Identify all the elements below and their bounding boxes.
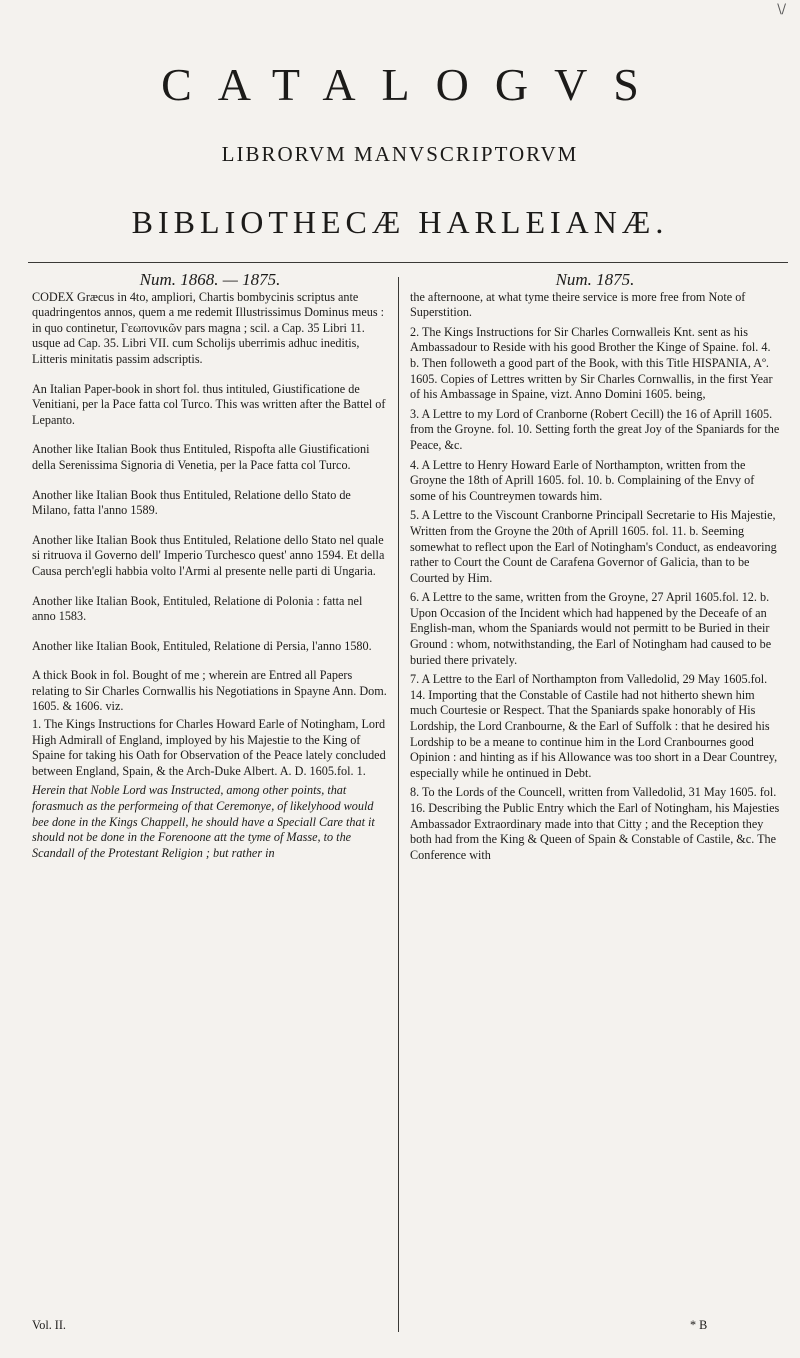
catalogue-entry: CODEX Græcus in 4to, ampliori, Chartis bombycinis scriptus ante quadringentos annos, quem a me redemit Illustrissimus Dominus meus : in quo continetur, Γεωπονικῶν pars magna ; scil. a Cap. 35 Libri 11. usque ad Cap. 35. Libri VII. cum Scholijs uberrimis adhuc ineditis, Litteris minitatis passim adscriptis. — [32, 289, 385, 366]
library-title: BIBLIOTHECÆ HARLEIANÆ. — [131, 204, 669, 240]
catalogue-entry: A thick Book in fol. Bought of me ; wherein are Entred all Papers relating to Sir Charles Cornwallis his Negotiations in Spayne Ann. Dom. 1605. & 1606. viz. — [32, 668, 387, 714]
catalogue-subtitle: LIBRORVM MANVSCRIPTORVM — [221, 142, 579, 166]
volume-footer: Vol. II. — [32, 1318, 66, 1332]
corner-mark: \/ — [777, 2, 786, 17]
sub-item: 1. The Kings Instructions for Charles Howard Earle of Notingham, Lord High Admirall of England, imployed by his Majestie to the King of Spaine for taking his Oath for Observation of the Peace lately concluded between England, Spain, & the Arch-Duke Albert. A. D. 1605.fol. 1. — [32, 717, 386, 778]
catalogue-entry: Another like Italian Book thus Entituled, Relatione dello Stato de Milano, fatta l'anno 1589. — [32, 487, 351, 518]
column-divider — [398, 277, 399, 1332]
right-column — [410, 272, 780, 867]
sub-item: 5. A Lettre to the Viscount Cranborne Principall Secretarie to His Majestie, Written from the Groyne the 20th of Aprill 1605. fol. 11. b. Seeming somewhat to reflect upon the Earl of Notingham's Conduct, as endeavoring rather to Court the Count de Carafena Governor of Galicia, than to be Courted by Him. — [410, 508, 777, 585]
sub-item: 7. A Lettre to the Earl of Northampton from Valledolid, 29 May 1605.fol. 14. Importing that the Constable of Castile had not hitherto shewn him much Courtesie or Respect. That the Spaniards spake honorably of His Lordship, the Lord Cranbourne, & the Earl of Suffolk : that he desired his Lordship to be a meane to continue him in the Lord Cranbournes good Opinion : and hinting as if his Allowance was too short in a Dear Countrey, especially while he ontinued in Debt. — [410, 672, 778, 780]
sub-item: 6. A Lettre to the same, written from the Groyne, 27 April 1605.fol. 12. b. Upon Occasion of the Incident which had happened by the Deceafe of an English-man, whom the Spaniards would not permitt to be Buried in their Ground : whom, notwithstanding, the Earl of Notingham had caused to be buried there privately. — [410, 590, 772, 667]
catalogue-entry: Another like Italian Book thus Entituled, Relatione dello Stato nel quale si ritruova il Governo dell' Imperio Turchesco quest' anno 1594. Et della Causa perch'egli habbia volto l'Armi al presente nelle parti di Ungaria. — [32, 532, 385, 578]
sub-item-note: Herein that Noble Lord was Instructed, among other points, that forasmuch as the performeing of that Ceremonye, of likelyhood would bee done in the Kings Chappell, he should have a Speciall Care that it should not be done in the Forenoone att the tyme of Masse, to the Scandall of the Protestant Religion ; but rather in — [32, 783, 375, 860]
sub-item: 2. The Kings Instructions for Sir Charles Cornwalleis Knt. sent as his Ambassadour to Reside with his good Brother the Kinge of Spaine. fol. 4. b. Then followeth a good part of the Book, with this Title HISPANIA, Aº. 1605. Copies of Lettres written by Sir Charles Cornwallis, in the first Year of his Ambassage in Spaine, vizt. Anno Domini 1605. being, — [410, 324, 773, 402]
sub-item: 4. A Lettre to Henry Howard Earle of Northampton, written from the Groyne the 18th of Aprill 1605. fol. 10. b. Complaining of the Envy of some of his Countreymen towards him. — [410, 457, 755, 503]
catalogue-entry: An Italian Paper-book in short fol. thus intituled, Giustificatione de Venitiani, per la Pace fatta col Turco. This was written after the Battel of Lepanto. — [32, 381, 386, 427]
left-column — [32, 272, 388, 865]
header-rule — [28, 262, 788, 263]
left-column-header: Num. 1868. — 1875. — [139, 270, 281, 289]
right-column-header: Num. 1875. — [555, 270, 635, 289]
sub-item: 3. A Lettre to my Lord of Cranborne (Robert Cecill) the 16 of Aprill 1605. from the Groyne. fol. 10. Setting forth the great Joy of the Spaniards for the Peace, &c. — [410, 406, 780, 452]
continuation-text: the afternoone, at what tyme theire service is more free from Note of Superstition. — [410, 289, 746, 320]
catalogue-entry: Another like Italian Book, Entituled, Relatione di Persia, l'anno 1580. — [32, 638, 372, 653]
catalogue-entry: Another like Italian Book, Entituled, Relatione di Polonia : fatta nel anno 1583. — [32, 593, 363, 624]
catalogue-entry: Another like Italian Book thus Entituled, Rispofta alle Giustificationi della Serenissima Signoria di Venetia, per la Pace fatta col Turco. — [32, 442, 370, 472]
catalogue-title: CATALOGVS — [161, 59, 665, 110]
sub-item: 8. To the Lords of the Councell, written from Valledolid, 31 May 1605. fol. 16. Describing the Public Entry which the Earl of Notingham, his Majesties Ambassador Extraordinary made into that Citty ; and the Reception they both had from the King & Queen of Spain & Constable of Castile, &c. The Conference with — [410, 785, 780, 862]
signature-mark: * B — [690, 1318, 708, 1332]
